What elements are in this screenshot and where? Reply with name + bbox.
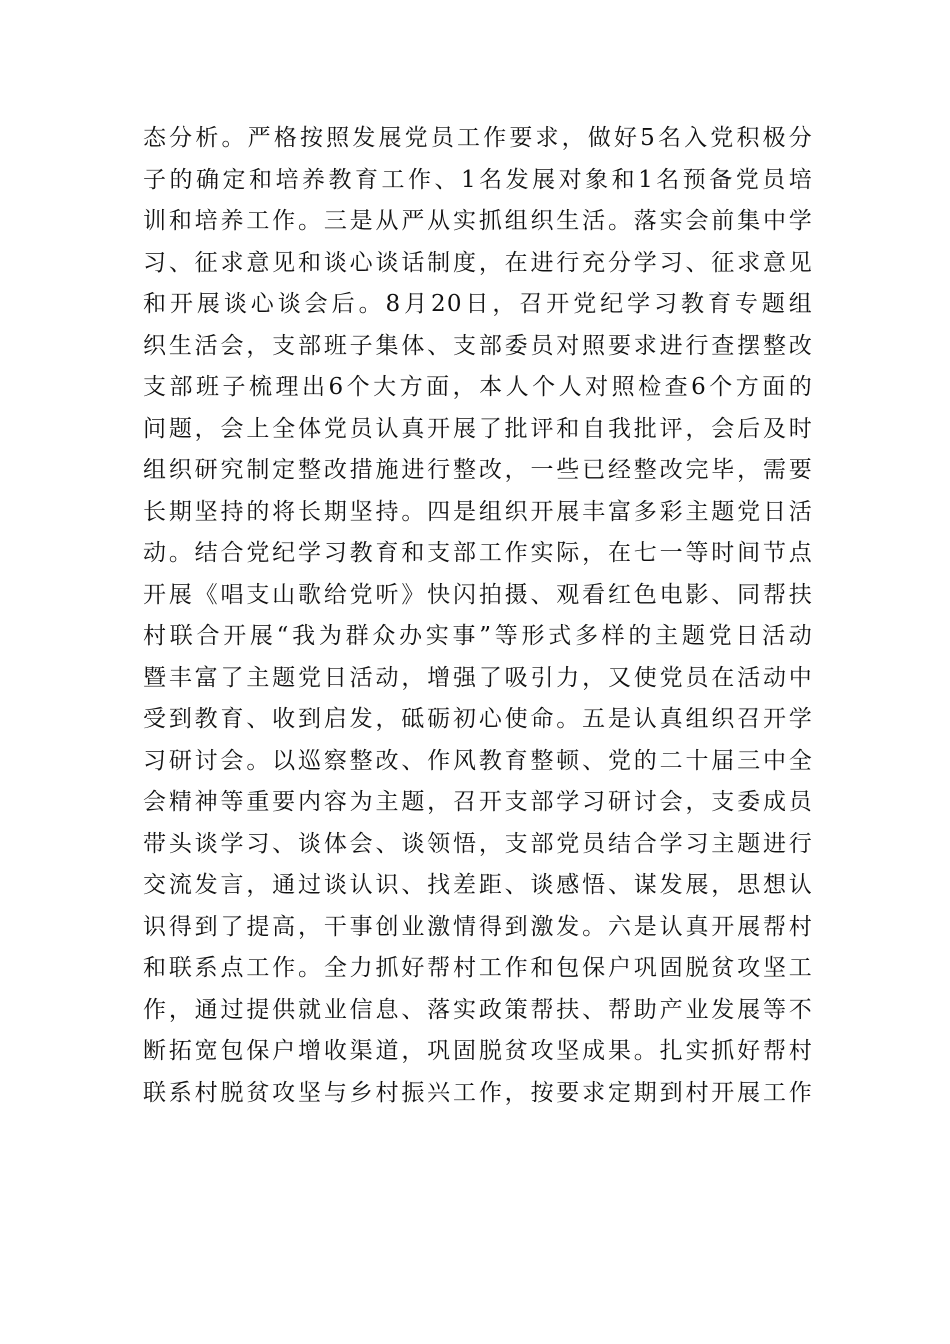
text-line: 暨丰富了主题党日活动，增强了吸引力，又使党员在活动中: [143, 664, 813, 691]
text-line: 会精神等重要内容为主题，召开支部学习研讨会，支委成员: [143, 789, 813, 815]
text-line: 训和培养工作。三是从严从实抓组织生活。落实会前集中学: [143, 208, 813, 234]
text-line: 村联合开展“我为群众办实事”等形式多样的主题党日活动: [143, 623, 813, 649]
text-line: 长期坚持的将长期坚持。四是组织开展丰富多彩主题党日活: [143, 498, 813, 525]
text-line: 习研讨会。以巡察整改、作风教育整顿、党的二十届三中全: [143, 747, 813, 774]
text-line: 和开展谈心谈会后。8月20日，召开党纪学习教育专题组: [143, 291, 813, 317]
text-line: 问题，会上全体党员认真开展了批评和自我批评，会后及时: [143, 415, 813, 442]
text-line: 交流发言，通过谈认识、找差距、谈感悟、谋发展，思想认: [143, 872, 813, 898]
text-line: 联系村脱贫攻坚与乡村振兴工作，按要求定期到村开展工作: [143, 1079, 813, 1106]
text-line: 子的确定和培养教育工作、1名发展对象和1名预备党员培: [143, 166, 813, 193]
body-paragraph: [143, 118, 813, 1114]
text-line: 受到教育、收到启发，砥砺初心使命。五是认真组织召开学: [143, 706, 813, 732]
text-line: 识得到了提高，干事创业激情得到激发。六是认真开展帮村: [143, 913, 813, 940]
text-line: 支部班子梳理出6个大方面，本人个人对照检查6个方面的: [143, 374, 813, 400]
text-line: 断拓宽包保户增收渠道，巩固脱贫攻坚成果。扎实抓好帮村: [143, 1038, 813, 1064]
text-line: 动。结合党纪学习教育和支部工作实际，在七一等时间节点: [143, 540, 813, 566]
text-line: 组织研究制定整改措施进行整改，一些已经整改完毕，需要: [143, 457, 813, 483]
text-line: 带头谈学习、谈体会、谈领悟，支部党员结合学习主题进行: [143, 830, 813, 857]
text-line: 习、征求意见和谈心谈话制度，在进行充分学习、征求意见: [143, 249, 813, 276]
text-line: 作，通过提供就业信息、落实政策帮扶、帮助产业发展等不: [143, 996, 813, 1023]
text-line: 和联系点工作。全力抓好帮村工作和包保户巩固脱贫攻坚工: [143, 955, 813, 981]
text-line: 态分析。严格按照发展党员工作要求，做好5名入党积极分: [143, 125, 813, 151]
text-line: 开展《唱支山歌给党听》快闪拍摄、观看红色电影、同帮扶: [143, 581, 813, 608]
text-line: 织生活会，支部班子集体、支部委员对照要求进行查摆整改: [143, 332, 813, 359]
